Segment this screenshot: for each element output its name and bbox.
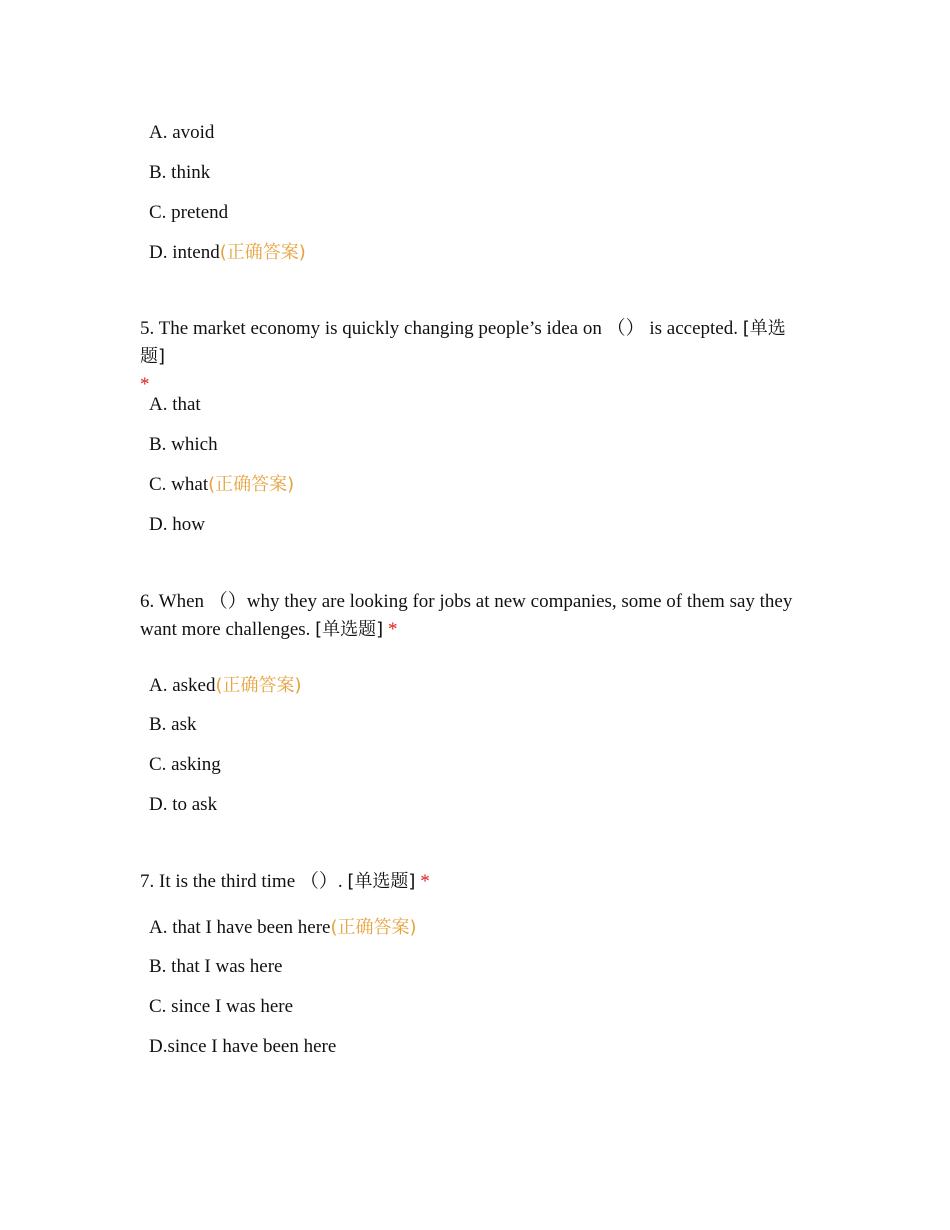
q5-option-c[interactable] bbox=[149, 473, 294, 497]
option-label: D.since I have been here bbox=[149, 1036, 337, 1057]
option-label: B. which bbox=[149, 434, 218, 455]
required-mark: * bbox=[420, 871, 430, 892]
option-label: A. avoid bbox=[149, 122, 215, 143]
question-type-tag: [单选题] bbox=[347, 871, 416, 892]
question-stem: 7. It is the third time （）. bbox=[140, 871, 343, 892]
q4-option-b[interactable] bbox=[149, 161, 210, 185]
correct-answer-tag: (正确答案) bbox=[219, 242, 306, 263]
option-label: B. that I was here bbox=[149, 956, 283, 977]
q7-option-c[interactable] bbox=[149, 995, 293, 1019]
option-label: A. asked bbox=[149, 675, 216, 696]
question-5 bbox=[140, 315, 810, 399]
option-label: D. intend bbox=[149, 242, 220, 263]
question-7 bbox=[140, 868, 810, 896]
option-label: C. what bbox=[149, 474, 209, 495]
option-label: C. since I was here bbox=[149, 996, 294, 1017]
q6-option-c[interactable] bbox=[149, 753, 221, 777]
q5-option-b[interactable] bbox=[149, 433, 218, 457]
question-type-tag: [单选题] bbox=[315, 619, 384, 640]
q4-option-d[interactable] bbox=[149, 241, 306, 265]
correct-answer-tag: (正确答案) bbox=[208, 474, 295, 495]
question-6 bbox=[140, 588, 810, 644]
q5-option-a[interactable] bbox=[149, 393, 201, 417]
q5-option-d[interactable] bbox=[149, 513, 205, 537]
question-text bbox=[140, 315, 810, 399]
option-label: D. to ask bbox=[149, 794, 218, 815]
question-stem: 6. When （）why they are looking for jobs at new companies, some of them say they want more challenges. bbox=[140, 591, 793, 640]
option-label: B. think bbox=[149, 162, 211, 183]
option-label: A. that I have been here bbox=[149, 917, 331, 938]
q7-option-b[interactable] bbox=[149, 955, 282, 979]
question-stem: 5. The market economy is quickly changing people’s idea on （） is accepted. bbox=[140, 318, 738, 339]
question-type-tag: [单选题] bbox=[140, 318, 786, 367]
correct-answer-tag: (正确答案) bbox=[215, 675, 302, 696]
option-label: C. asking bbox=[149, 754, 221, 775]
q6-option-b[interactable] bbox=[149, 713, 197, 737]
question-text bbox=[140, 868, 810, 896]
option-label: B. ask bbox=[149, 714, 197, 735]
option-label: C. pretend bbox=[149, 202, 229, 223]
option-label: D. how bbox=[149, 514, 205, 535]
q4-option-a[interactable] bbox=[149, 121, 214, 145]
q7-option-a[interactable] bbox=[149, 916, 417, 940]
q6-option-d[interactable] bbox=[149, 793, 217, 817]
required-mark: * bbox=[140, 374, 150, 395]
option-label: A. that bbox=[149, 394, 201, 415]
correct-answer-tag: (正确答案) bbox=[330, 917, 417, 938]
question-text bbox=[140, 588, 810, 644]
required-mark: * bbox=[387, 619, 398, 640]
q4-option-c[interactable] bbox=[149, 201, 228, 225]
q6-option-a[interactable] bbox=[149, 674, 302, 698]
q7-option-d[interactable] bbox=[149, 1035, 336, 1059]
